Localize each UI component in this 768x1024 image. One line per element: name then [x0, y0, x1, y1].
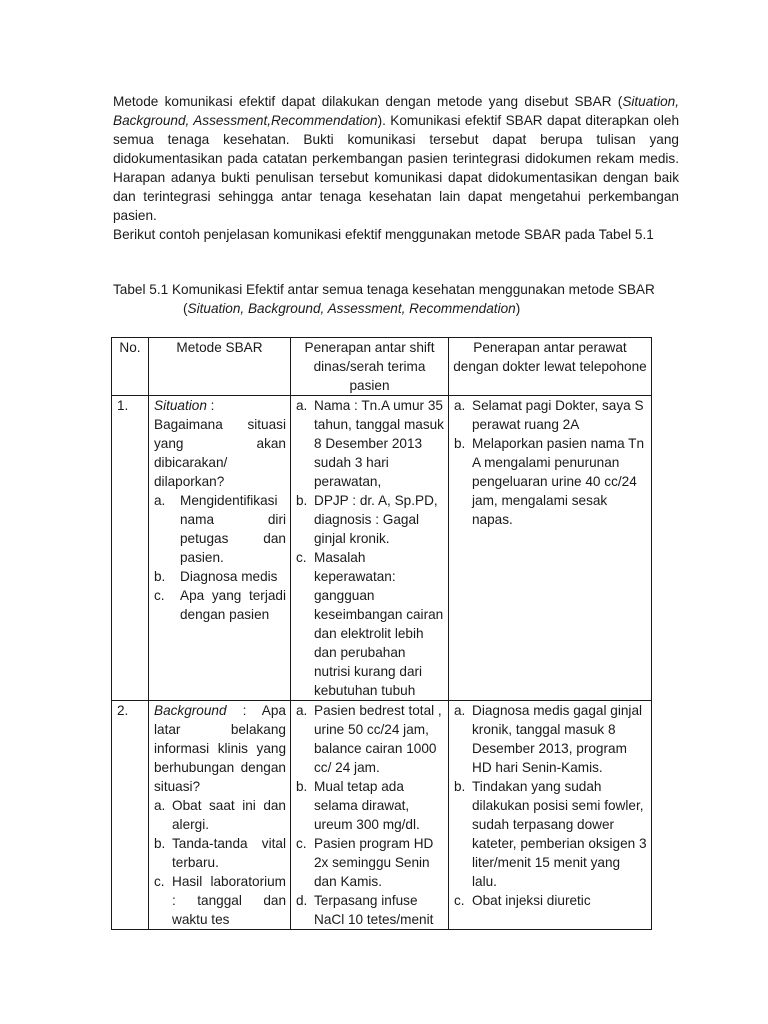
header-method: Metode SBAR — [149, 338, 291, 396]
header-no: No. — [112, 338, 149, 396]
list-item: a. Pasien bedrest total , urine 50 cc/24 jam, balance cairan 1000 cc/ 24 jam. — [296, 703, 442, 775]
list-item: b. Melaporkan pasien nama Tn A mengalami penurunan pengeluaran urine 40 cc/24 jam, mengalami sesak napas. — [454, 436, 645, 527]
list-item: a. Diagnosa medis gagal ginjal kronik, tanggal masuk 8 Desember 2013, program HD hari Senin-Kamis. — [454, 703, 643, 775]
table-row — [112, 396, 652, 701]
intro-text-a: Metode komunikasi efektif dapat dilakukan dengan metode yang disebut SBAR ( — [113, 94, 623, 109]
list-item: c. Pasien program HD 2x seminggu Senin dan Kamis. — [296, 836, 434, 889]
caption-line-1: Tabel 5.1 Komunikasi Efektif antar semua tenaga kesehatan menggunakan metode SBAR — [113, 282, 655, 297]
method-heading: Situation : — [154, 398, 215, 413]
intro-italic-terms: Situation, Background, Assessment,Recommendation — [113, 94, 679, 128]
list-item: c. Obat injeksi diuretic — [454, 893, 591, 908]
shift-list — [296, 396, 444, 700]
list-item: a. Nama : Tn.A umur 35 tahun, tanggal masuk 8 Desember 2013 sudah 3 hari perawatan, — [296, 398, 444, 489]
list-item: a. Obat saat ini dan alergi. — [154, 798, 286, 832]
list-item: b. Tindakan yang sudah dilakukan posisi semi fowler, sudah terpasang dower kateter, pemberian oksigen 3 liter/menit 15 menit yang lalu. — [454, 779, 647, 889]
list-item: d. Terpasang infuse NaCl 10 tetes/menit — [296, 893, 434, 927]
method-list — [154, 796, 286, 929]
row-number: 1. — [112, 396, 149, 701]
header-shift: Penerapan antar shift dinas/serah terima pasien — [291, 338, 449, 396]
method-cell — [149, 701, 291, 930]
method-title: Background — [154, 703, 227, 718]
row-number: 2. — [112, 701, 149, 930]
list-item: a. Selamat pagi Dokter, saya S perawat ruang 2A — [454, 398, 644, 432]
phone-list — [454, 396, 647, 529]
method-heading: Background : Apa latar belakang informasi klinis yang berhubungan dengan situasi? — [154, 703, 286, 794]
table-row — [112, 701, 652, 930]
list-item: b. Tanda-tanda vital terbaru. — [154, 836, 286, 870]
phone-list — [454, 701, 647, 910]
list-item: b. Mual tetap ada selama dirawat, ureum 300 mg/dl. — [296, 779, 420, 832]
sbar-table — [111, 337, 652, 930]
list-item: a. Mengidentifikasi nama diri petugas dan pasien. — [154, 493, 286, 565]
intro-text — [113, 92, 679, 244]
list-item: c. Hasil laboratorium : tanggal dan waktu tes — [154, 874, 286, 927]
method-cell — [149, 396, 291, 701]
header-phone: Penerapan antar perawat dengan dokter lewat telepohone — [449, 338, 652, 396]
method-title: Situation — [154, 398, 207, 413]
phone-cell — [449, 701, 652, 930]
intro-paragraph-2: Berikut contoh penjelasan komunikasi efektif menggunakan metode SBAR pada Tabel 5.1 — [113, 227, 654, 242]
table-header-row — [112, 338, 652, 396]
list-item: b. DPJP : dr. A, Sp.PD, diagnosis : Gagal ginjal kronik. — [296, 493, 438, 546]
list-item: c. Apa yang terjadi dengan pasien — [154, 588, 286, 622]
shift-list — [296, 701, 444, 929]
list-item: b. Diagnosa medis — [154, 569, 278, 584]
method-question: Bagaimana situasi yang akan dibicarakan/ dilaporkan? — [154, 417, 286, 489]
shift-cell — [291, 701, 449, 930]
caption-line-2: (Situation, Background, Assessment, Recommendation) — [183, 301, 521, 316]
intro-text-b: ). Komunikasi efektif SBAR dapat diterapkan oleh semua tenaga kesehatan. Bukti komunikasi tersebut dapat berupa tulisan yang didokumentasikan pada catatan perkembangan pasien terintegrasi didokumen rekam medis. Harapan adanya bukti penulisan tersebut komunikasi dapat didokumentasikan dengan baik dan terintegrasi sehingga antar tenaga kesehatan lain dapat mengetahui perkembangan pasien. — [113, 113, 680, 223]
method-list — [154, 491, 286, 624]
caption-italic: Situation, Background, Assessment, Recommendation — [187, 301, 516, 316]
shift-cell — [291, 396, 449, 701]
list-item: c. Masalah keperawatan: gangguan keseimbangan cairan dan elektrolit lebih dan perubahan nutrisi kurang dari kebutuhan tubuh — [296, 550, 444, 698]
table-caption — [113, 280, 683, 318]
phone-cell — [449, 396, 652, 701]
intro-paragraph — [113, 92, 679, 225]
